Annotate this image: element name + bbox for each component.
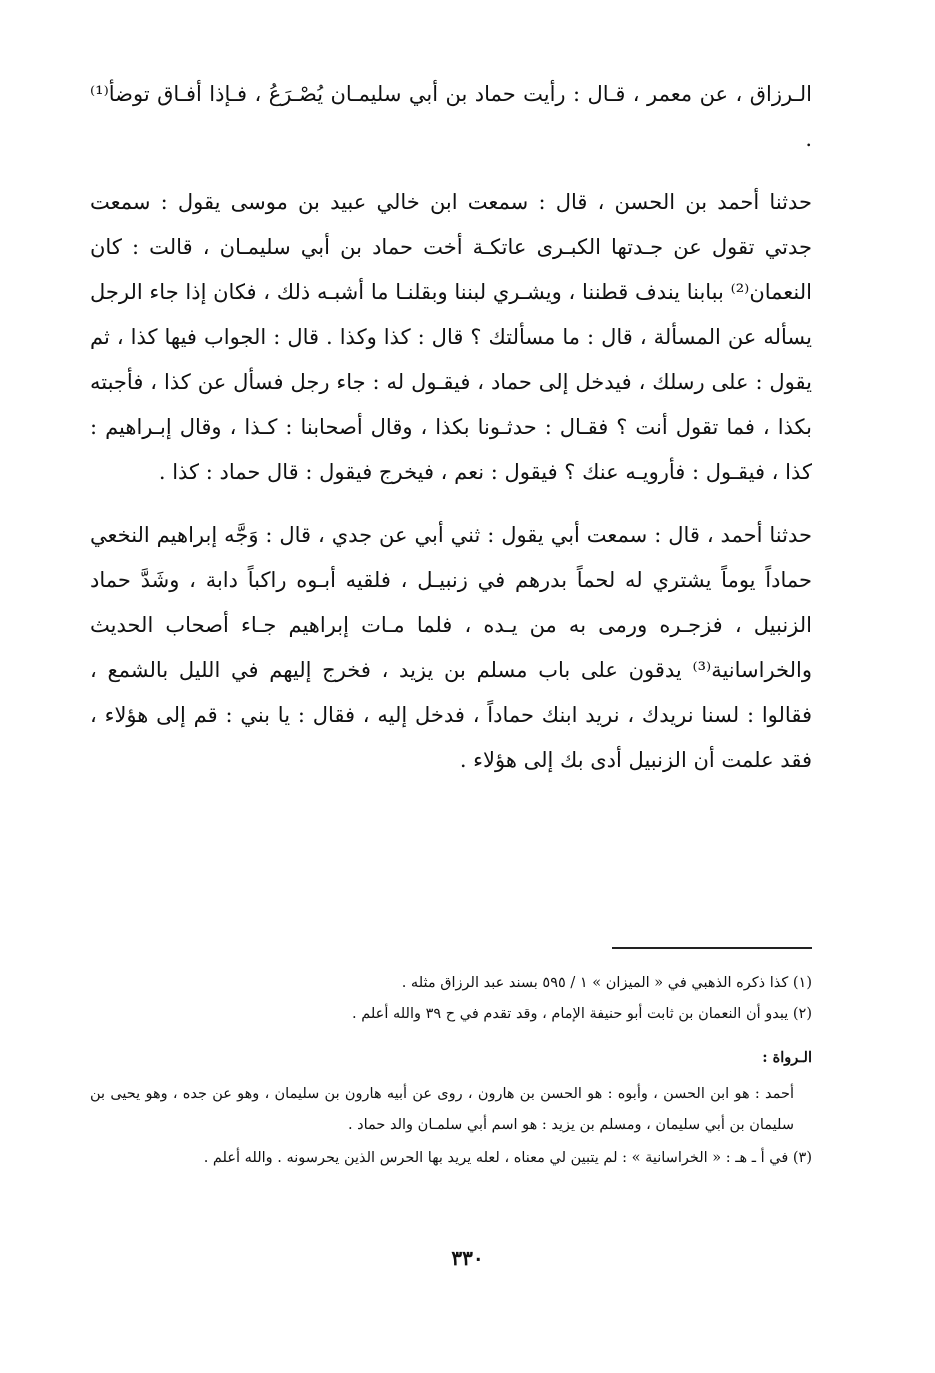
- footnotes: [90, 968, 812, 1174]
- page-number: ٣٣٠: [451, 1246, 484, 1270]
- paragraph-1: الـرزاق ، عن معمر ، قـال : رأيت حماد بن أبي سليمـان يُصْـرَعُ ، فـإذا أفـاق توضأ⁽¹⁾ .: [90, 82, 812, 151]
- narrators-heading: الـرواة :: [762, 1049, 812, 1066]
- narrators-note: أحمد : هو ابن الحسن ، وأبوه : هو الحسن بن هارون ، روى عن أبيه هارون بن سليمان ، وهو عن جده ، وهو يحيى بن سليمان بن أبي سليمان ، ومسلم بن يزيد : هو اسم أبي سلمـان والد حماد .: [90, 1086, 794, 1133]
- paragraph-3: حدثنا أحمد ، قال : سمعت أبي يقول : ثني أبي عن جدي ، قال : وَجَّه إبراهيم النخعي حماداً يوماً يشتري له لحماً بدرهم في زنبيـل ، فلقيه أبـوه راكباً دابة ، وشَدَّ حماد الزنبيل ، فزجـره ورمى به من يـده ، فلما مـات إبراهيم جـاء أصحاب الحديث والخراسانية⁽³⁾ يدقون على باب مسلم بن يزيد ، فخرج إليهم في الليل بالشمع ، فقالوا : لسنا نريدك ، نريد ابنك حماداً ، فدخل إليه ، فقال : يا بني : قم إلى هؤلاء ، فقد علمت أن الزنبيل أدى بك إلى هؤلاء .: [90, 523, 812, 772]
- main-text: [90, 72, 812, 783]
- footnote-1: (١) كذا ذكره الذهبي في « الميزان » ١ / ٥٩٥ بسند عبد الرزاق مثله .: [401, 975, 812, 991]
- footnote-3: (٣) في أ ـ هـ : « الخراسانية » : لم يتبين لي معناه ، لعله يريد بها الحرس الذين يحرسونه . والله أعلم .: [203, 1150, 812, 1166]
- footnote-separator: [612, 947, 812, 949]
- footnote-2: (٢) يبدو أن النعمان بن ثابت أبو حنيفة الإمام ، وقد تقدم في ح ٣٩ والله أعلم .: [352, 1006, 812, 1022]
- paragraph-2: حدثنا أحمد بن الحسن ، قال : سمعت ابن خالي عبيد بن موسى يقول : سمعت جدتي تقول عن جـدتها الكبـرى عاتكـة أخت حماد بن أبي سليمـان ، قالت : كان النعمان⁽²⁾ ببابنا يندف قطننا ، ويشـري لبننا وبقلنـا ما أشبـه ذلك ، فكان إذا جاء الرجل يسأله عن المسألة ، قال : ما مسألتك ؟ قال : كذا وكذا . قال : الجواب فيها كذا ، ثم يقول : على رسلك ، فيدخل إلى حماد ، فيقـول له : جاء رجل فسأل عن كذا ، فأجبته بكذا ، فما تقول أنت ؟ فقـال : حدثـونا بكذا ، وقال أصحابنا : كـذا ، وقال إبـراهيم : كذا ، فيقـول : فأرويـه عنك ؟ فيقول : نعم ، فيخرج فيقول : قال حماد : كذا .: [90, 190, 812, 484]
